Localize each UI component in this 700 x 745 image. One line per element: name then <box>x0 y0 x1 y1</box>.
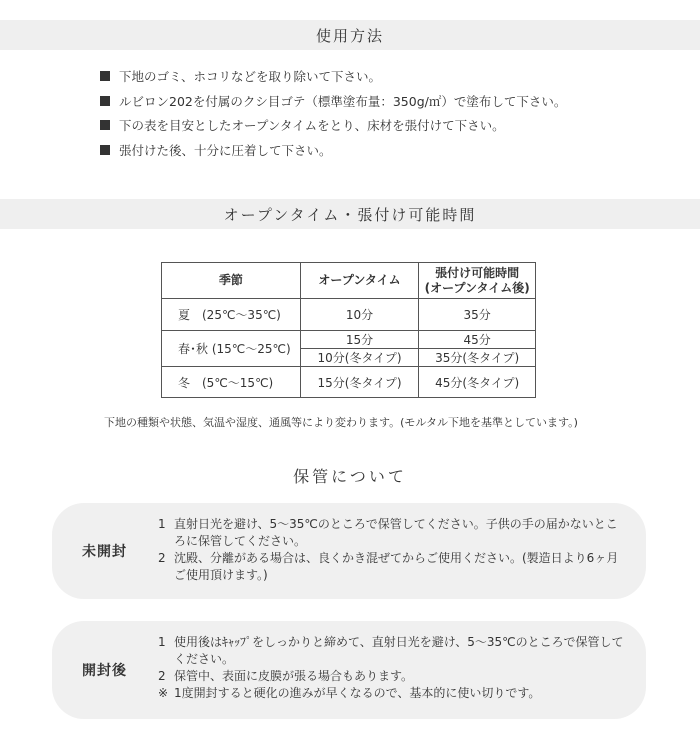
bond-time-cell: 45分 <box>419 331 536 349</box>
usage-steps-list <box>100 64 566 162</box>
item-text: 直射日光を避け、5〜35℃のところで保管してください。子供の手の届かないところに保管してください。 <box>174 517 618 548</box>
table-header-row <box>162 263 536 299</box>
table-row <box>162 331 536 349</box>
usage-step-text: 下の表を目安としたオープンタイムをとり、床材を張付けて下さい。 <box>119 118 505 134</box>
item-text: 沈殿、分離がある場合は、良くかき混ぜてからご使用ください。(製造日より6ヶ月ご使用頂けます。) <box>174 551 619 582</box>
square-bullet-icon <box>100 71 110 81</box>
table-note: 下地の種類や状態、気温や湿度、通風等により変わります。(モルタル下地を基準としています。) <box>104 416 578 429</box>
list-item <box>100 138 566 163</box>
season-cell: 夏 (25℃〜35℃) <box>162 299 301 331</box>
header-bond-time-line1: 張付け可能時間 <box>435 265 520 280</box>
opened-label: 開封後 <box>82 663 127 679</box>
unopened-card <box>52 503 646 599</box>
open-time-cell: 15分 <box>300 331 419 349</box>
list-item <box>158 685 626 702</box>
list-item <box>158 550 626 584</box>
opened-items <box>158 634 626 702</box>
list-item <box>100 113 566 138</box>
item-text: 保管中、表面に皮膜が張る場合もあります。 <box>174 669 414 683</box>
season-cell: 冬 (5℃〜15℃) <box>162 367 301 398</box>
storage-section-title: 保管について <box>293 467 407 486</box>
square-bullet-icon <box>100 120 110 130</box>
item-number: ※ <box>158 686 169 700</box>
table-row <box>162 299 536 331</box>
usage-step-text: ルビロン202を付属のクシ目ゴテ（標準塗布量：350g/㎡）で塗布して下さい。 <box>119 93 567 109</box>
open-time-cell: 15分(冬タイプ) <box>300 367 419 398</box>
opened-card <box>52 621 646 719</box>
list-item <box>100 89 566 114</box>
item-number: 2 <box>158 669 166 683</box>
item-number: 1 <box>158 517 166 531</box>
item-number: 2 <box>158 551 166 565</box>
bond-time-winter-cell: 35分(冬タイプ) <box>419 349 536 367</box>
unopened-label: 未開封 <box>82 544 127 560</box>
season-cell: 春･秋 (15℃〜25℃) <box>162 331 301 367</box>
square-bullet-icon <box>100 96 110 106</box>
bond-time-cell: 45分(冬タイプ) <box>419 367 536 398</box>
open-time-winter-cell: 10分(冬タイプ) <box>300 349 419 367</box>
item-number: 1 <box>158 635 166 649</box>
list-item <box>158 634 626 668</box>
list-item <box>158 516 626 550</box>
list-item <box>100 64 566 89</box>
usage-step-text: 下地のゴミ、ホコリなどを取り除いて下さい。 <box>119 69 382 85</box>
square-bullet-icon <box>100 145 110 155</box>
unopened-items <box>158 516 626 584</box>
list-item <box>158 668 626 685</box>
table-row <box>162 367 536 398</box>
header-open-time: オープンタイム <box>300 263 419 299</box>
open-time-table <box>161 262 536 398</box>
open-time-section-header: オープンタイム・張付け可能時間 <box>0 199 700 229</box>
header-bond-time <box>419 263 536 299</box>
item-text: 1度開封すると硬化の進みが早くなるので、基本的に使い切りです。 <box>174 686 541 700</box>
open-time-cell: 10分 <box>300 299 419 331</box>
usage-section-header: 使用方法 <box>0 20 700 50</box>
usage-step-text: 張付けた後、十分に圧着して下さい。 <box>119 142 332 158</box>
header-season: 季節 <box>162 263 301 299</box>
header-bond-time-line2: (オープンタイム後) <box>424 280 530 295</box>
bond-time-cell: 35分 <box>419 299 536 331</box>
item-text: 使用後はｷｬｯﾌﾟをしっかりと締めて、直射日光を避け、5〜35℃のところで保管してください。 <box>174 635 624 666</box>
